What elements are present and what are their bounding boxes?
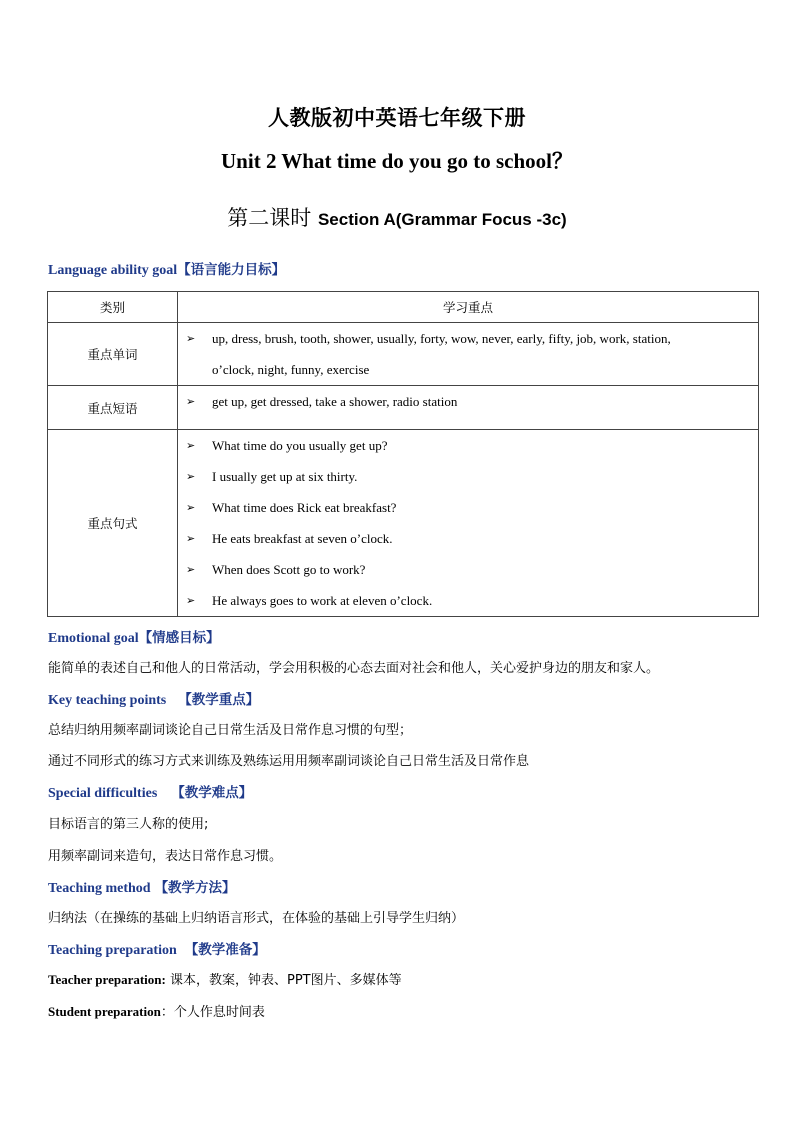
arrow-bullet-icon: ➢	[186, 470, 196, 483]
method-text: 归纳法（在操练的基础上归纳语言形式，在体验的基础上引导学生归纳）	[48, 911, 465, 926]
emotional-goal-heading-cn: 【情感目标】	[138, 630, 220, 646]
table-row-category: 重点单词	[48, 323, 178, 386]
list-item	[186, 323, 758, 354]
student-preparation-label: Student preparation	[48, 1004, 161, 1019]
arrow-bullet-icon: ➢	[186, 501, 196, 514]
table-header-row	[48, 292, 759, 323]
preparation-heading	[48, 938, 266, 959]
table-row-category: 重点短语	[48, 386, 178, 430]
method-heading-en: Teaching method	[48, 881, 151, 896]
language-goal-heading-en: Language ability goal	[48, 263, 178, 278]
lesson-title-en: Section A(Grammar Focus -3c)	[317, 210, 567, 229]
arrow-bullet-icon: ➢	[186, 332, 196, 345]
key-points-heading-cn: 【教学重点】	[178, 692, 260, 708]
language-goal-heading	[48, 258, 285, 279]
emotional-goal-heading	[48, 626, 220, 647]
teacher-preparation-label: Teacher preparation:	[48, 972, 166, 987]
table-row-category: 重点句式	[48, 430, 178, 617]
student-preparation	[48, 1001, 265, 1020]
key-points-heading	[48, 688, 259, 709]
teacher-preparation-text: 课本，教案，钟表、PPT图片、多媒体等	[165, 973, 402, 988]
key-points-heading-en: Key teaching points	[48, 693, 167, 708]
list-item	[186, 386, 758, 417]
list-item	[186, 430, 758, 461]
difficulties-line-1: 目标语言的第三人称的使用;	[48, 817, 209, 832]
unit-title: Unit 2 What time do you go to school？	[221, 149, 573, 173]
difficulties-line-2: 用频率副词来造句，表达日常作息习惯。	[48, 849, 283, 864]
list-item-text: What time does Rick eat breakfast?	[212, 500, 397, 515]
list-item-text: get up, get dressed, take a shower, radio station	[212, 394, 458, 409]
teacher-preparation	[48, 969, 402, 988]
main-title: 人教版初中英语七年级下册	[268, 106, 526, 130]
emotional-goal-text: 能简单的表述自己和他人的日常活动，学会用积极的心态去面对社会和他人，关心爱护身边的朋友和家人。	[48, 661, 660, 676]
table-row-content	[178, 430, 759, 617]
list-item	[186, 554, 758, 585]
list-item-text: up, dress, brush, tooth, shower, usually, forty, wow, never, early, fifty, job, work, station,	[212, 331, 671, 346]
list-item-text: He always goes to work at eleven o’clock.	[212, 593, 433, 608]
key-points-line-1: 总结归纳用频率副词谈论自己日常生活及日常作息习惯的句型；	[48, 723, 413, 738]
arrow-bullet-icon: ➢	[186, 594, 196, 607]
arrow-bullet-icon: ➢	[186, 563, 196, 576]
lesson-title-cn: 第二课时	[227, 206, 318, 230]
preparation-heading-en: Teaching preparation	[48, 943, 177, 958]
table-row-content	[178, 386, 759, 430]
list-item	[186, 461, 758, 492]
table-row-content	[178, 323, 759, 386]
preparation-heading-cn: 【教学准备】	[184, 942, 266, 958]
list-item	[186, 492, 758, 523]
list-item	[186, 523, 758, 554]
method-heading	[48, 876, 236, 897]
student-preparation-text: ：个人作息时间表	[160, 1005, 265, 1020]
lesson-title	[0, 202, 794, 232]
list-item	[186, 585, 758, 616]
language-goal-heading-cn: 【语言能力目标】	[177, 262, 286, 278]
list-item-text: I usually get up at six thirty.	[212, 469, 358, 484]
table-row	[48, 430, 759, 617]
table-row	[48, 323, 759, 386]
difficulties-heading-cn: 【教学难点】	[171, 785, 253, 801]
arrow-bullet-icon: ➢	[186, 439, 196, 452]
arrow-bullet-icon: ➢	[186, 395, 196, 408]
difficulties-heading-en: Special difficulties	[48, 786, 158, 801]
emotional-goal-heading-en: Emotional goal	[48, 631, 139, 646]
table-row	[48, 386, 759, 430]
list-item-text: He eats breakfast at seven o’clock.	[212, 531, 393, 546]
table-header-category: 类别	[48, 292, 178, 323]
list-item-text: When does Scott go to work?	[212, 562, 366, 577]
arrow-bullet-icon: ➢	[186, 532, 196, 545]
difficulties-heading	[48, 781, 252, 802]
language-goal-table	[47, 291, 759, 617]
list-item-text: What time do you usually get up?	[212, 438, 388, 453]
table-header-focus: 学习重点	[178, 292, 759, 323]
key-points-line-2: 通过不同形式的练习方式来训练及熟练运用用频率副词谈论自己日常生活及日常作息	[48, 754, 530, 769]
method-heading-cn: 【教学方法】	[154, 880, 236, 896]
list-item-continuation: o’clock, night, funny, exercise	[212, 362, 370, 377]
